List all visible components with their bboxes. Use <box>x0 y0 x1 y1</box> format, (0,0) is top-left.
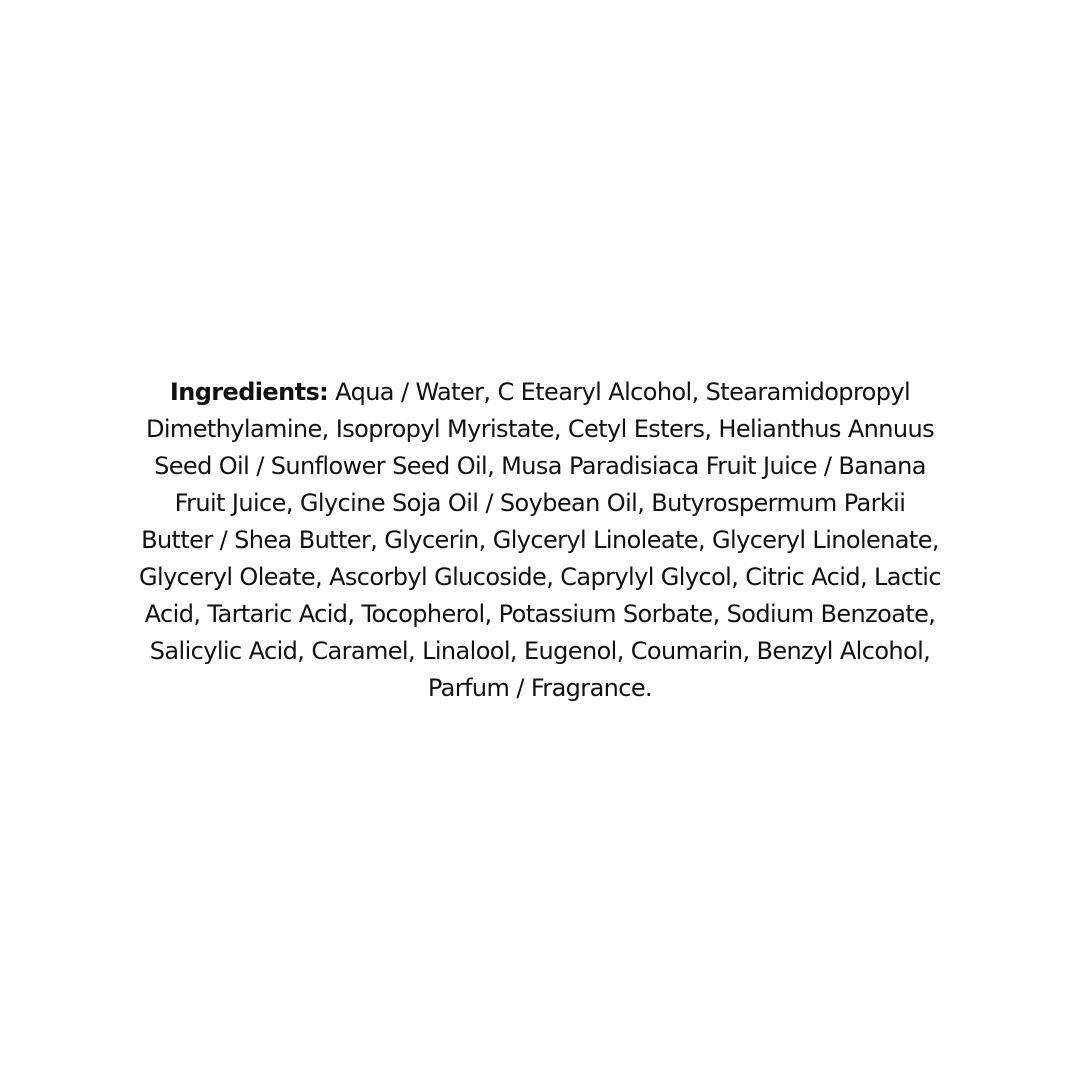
ingredients-line-6: Glyceryl Oleate, Ascorbyl Glucoside, Caprylyl Glycol, Citric Acid, Lactic <box>139 563 941 591</box>
ingredients-line-1-text: Aqua / Water, C Etearyl Alcohol, Stearamidopropyl <box>328 378 911 406</box>
ingredients-line-5: Butter / Shea Butter, Glycerin, Glyceryl Linoleate, Glyceryl Linolenate, <box>141 526 939 554</box>
ingredients-line-3: Seed Oil / Sunflower Seed Oil, Musa Paradisiaca Fruit Juice / Banana <box>154 452 926 480</box>
ingredients-label: Ingredients: <box>169 378 329 406</box>
ingredients-line-8: Salicylic Acid, Caramel, Linalool, Eugenol, Coumarin, Benzyl Alcohol, <box>149 637 931 665</box>
ingredients-line-1 <box>100 374 980 411</box>
ingredients-text-block <box>100 374 980 707</box>
ingredients-line-9: Parfum / Fragrance. <box>427 674 653 702</box>
ingredients-line-2: Dimethylamine, Isopropyl Myristate, Cetyl Esters, Helianthus Annuus <box>145 415 935 443</box>
ingredients-line-7: Acid, Tartaric Acid, Tocopherol, Potassium Sorbate, Sodium Benzoate, <box>144 600 936 628</box>
ingredients-line-4: Fruit Juice, Glycine Soja Oil / Soybean Oil, Butyrospermum Parkii <box>174 489 906 517</box>
